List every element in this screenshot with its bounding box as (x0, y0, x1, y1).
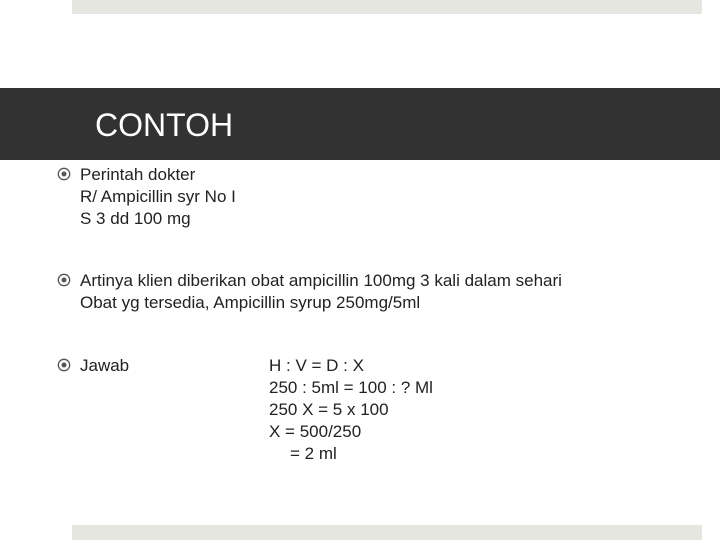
bullet-text-line: S 3 dd 100 mg (80, 209, 191, 228)
calculation-line: X = 500/250 (269, 422, 362, 441)
calculation-line: H : V = D : X (269, 356, 364, 375)
target-circle-icon (57, 167, 71, 181)
bullet-text-line: Jawab (80, 356, 130, 375)
calculation-line: 250 X = 5 x 100 (269, 400, 389, 419)
slide-title: CONTOH (95, 107, 234, 143)
bottom-decor-bar (72, 525, 702, 540)
target-circle-icon (57, 358, 71, 372)
top-decor-bar (72, 0, 702, 14)
bullet-text-line: Artinya klien diberikan obat ampicillin 100mg 3 kali dalam sehari (80, 271, 562, 290)
bullet-text-line: Perintah dokter (80, 165, 196, 184)
calculation-result-line: = 2 ml (290, 444, 337, 463)
calculation-line: 250 : 5ml = 100 : ? Ml (269, 378, 433, 397)
bullet-text-line: R/ Ampicillin syr No I (80, 187, 236, 206)
bullet-text-line: Obat yg tersedia, Ampicillin syrup 250mg/5ml (80, 293, 421, 312)
target-circle-icon (57, 273, 71, 287)
calculation-block (269, 355, 433, 465)
